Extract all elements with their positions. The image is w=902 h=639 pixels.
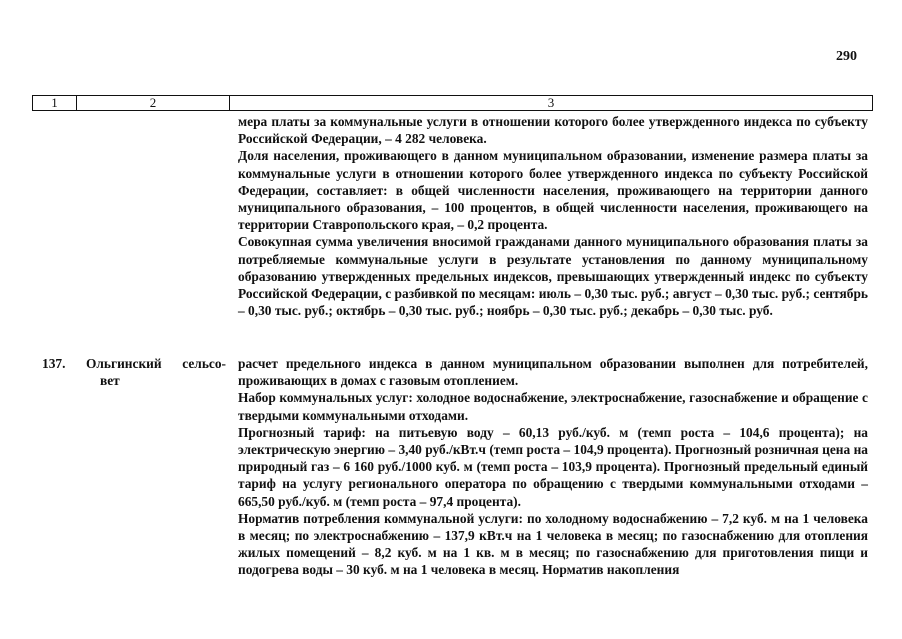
entry-name	[86, 355, 226, 389]
entry-text	[238, 355, 868, 579]
paragraph: расчет предельного индекса в данном муниципальном образовании выполнен для потребителей, проживающих в домах с газовым отоплением.	[238, 356, 868, 389]
paragraph: Набор коммунальных услуг: холодное водоснабжение, электроснабжение, газоснабжение и обращение с твердыми коммунальными отходами.	[238, 390, 868, 423]
paragraph: Норматив потребления коммунальной услуги: по холодному водоснабжению – 7,2 куб. м на 1 человека в месяц; по электроснабжению – 137,9 кВт.ч на 1 человека в месяц; по газоснабжению для отопления жилых помещений – 8,2 куб. м на 1 кв. м в месяц; по газоснабжению для приготовления пищи и подогрева воды – 30 куб. м на 1 человека в месяц. Норматив накопления	[238, 510, 868, 578]
page-number: 290	[836, 49, 857, 64]
entry-name-line1: Ольгинский сельсо-	[86, 356, 226, 371]
paragraph: Совокупная сумма увеличения вносимой гражданами данного муниципального образования платы за потребляемые коммунальные услуги в результате установления по данному муниципальному образованию утвержденных предельных индексов, превышающих утвержденный индекс по субъекту Российской Федерации, с разбивкой по месяцам: июль – 0,30 тыс. руб.; август – 0,30 тыс. руб.; сентябрь – 0,30 тыс. руб.; октябрь – 0,30 тыс. руб.; ноябрь – 0,30 тыс. руб.; декабрь – 0,30 тыс. руб.	[238, 234, 868, 319]
entry-number: 137.	[42, 356, 66, 371]
paragraph: мера платы за коммунальные услуги в отношении которого более утвержденного индекса по субъекту Российской Федерации, – 4 282 человека.	[238, 114, 868, 147]
entry-name-line2: вет	[100, 373, 120, 389]
table-column-header	[32, 95, 873, 111]
paragraph: Доля населения, проживающего в данном муниципальном образовании, изменение размера платы за коммунальные услуги в отношении которого более утвержденного индекса по субъекту Российской Федерации, составляет: в общей численности населения, проживающего на территории данного муниципального образования, – 100 процентов, в общей численности населения, проживающего на территории Ставропольского края, – 0,2 процента.	[238, 148, 868, 233]
column-number-1: 1	[33, 96, 77, 110]
continuation-text	[238, 113, 868, 319]
column-number-2: 2	[77, 96, 230, 110]
paragraph: Прогнозный тариф: на питьевую воду – 60,13 руб./куб. м (темп роста – 104,6 процента); на электрическую энергию – 3,40 руб./кВт.ч (темп роста – 104,9 процента). Прогнозный розничная цена на природный газ – 6 160 руб./1000 куб. м (темп роста – 103,9 процента). Прогнозный предельный единый тариф на услугу регионального оператора по обращению с твердыми коммунальными отходами – 665,50 руб./куб. м (темп роста – 97,4 процента).	[238, 424, 868, 509]
column-number-3: 3	[547, 95, 555, 110]
